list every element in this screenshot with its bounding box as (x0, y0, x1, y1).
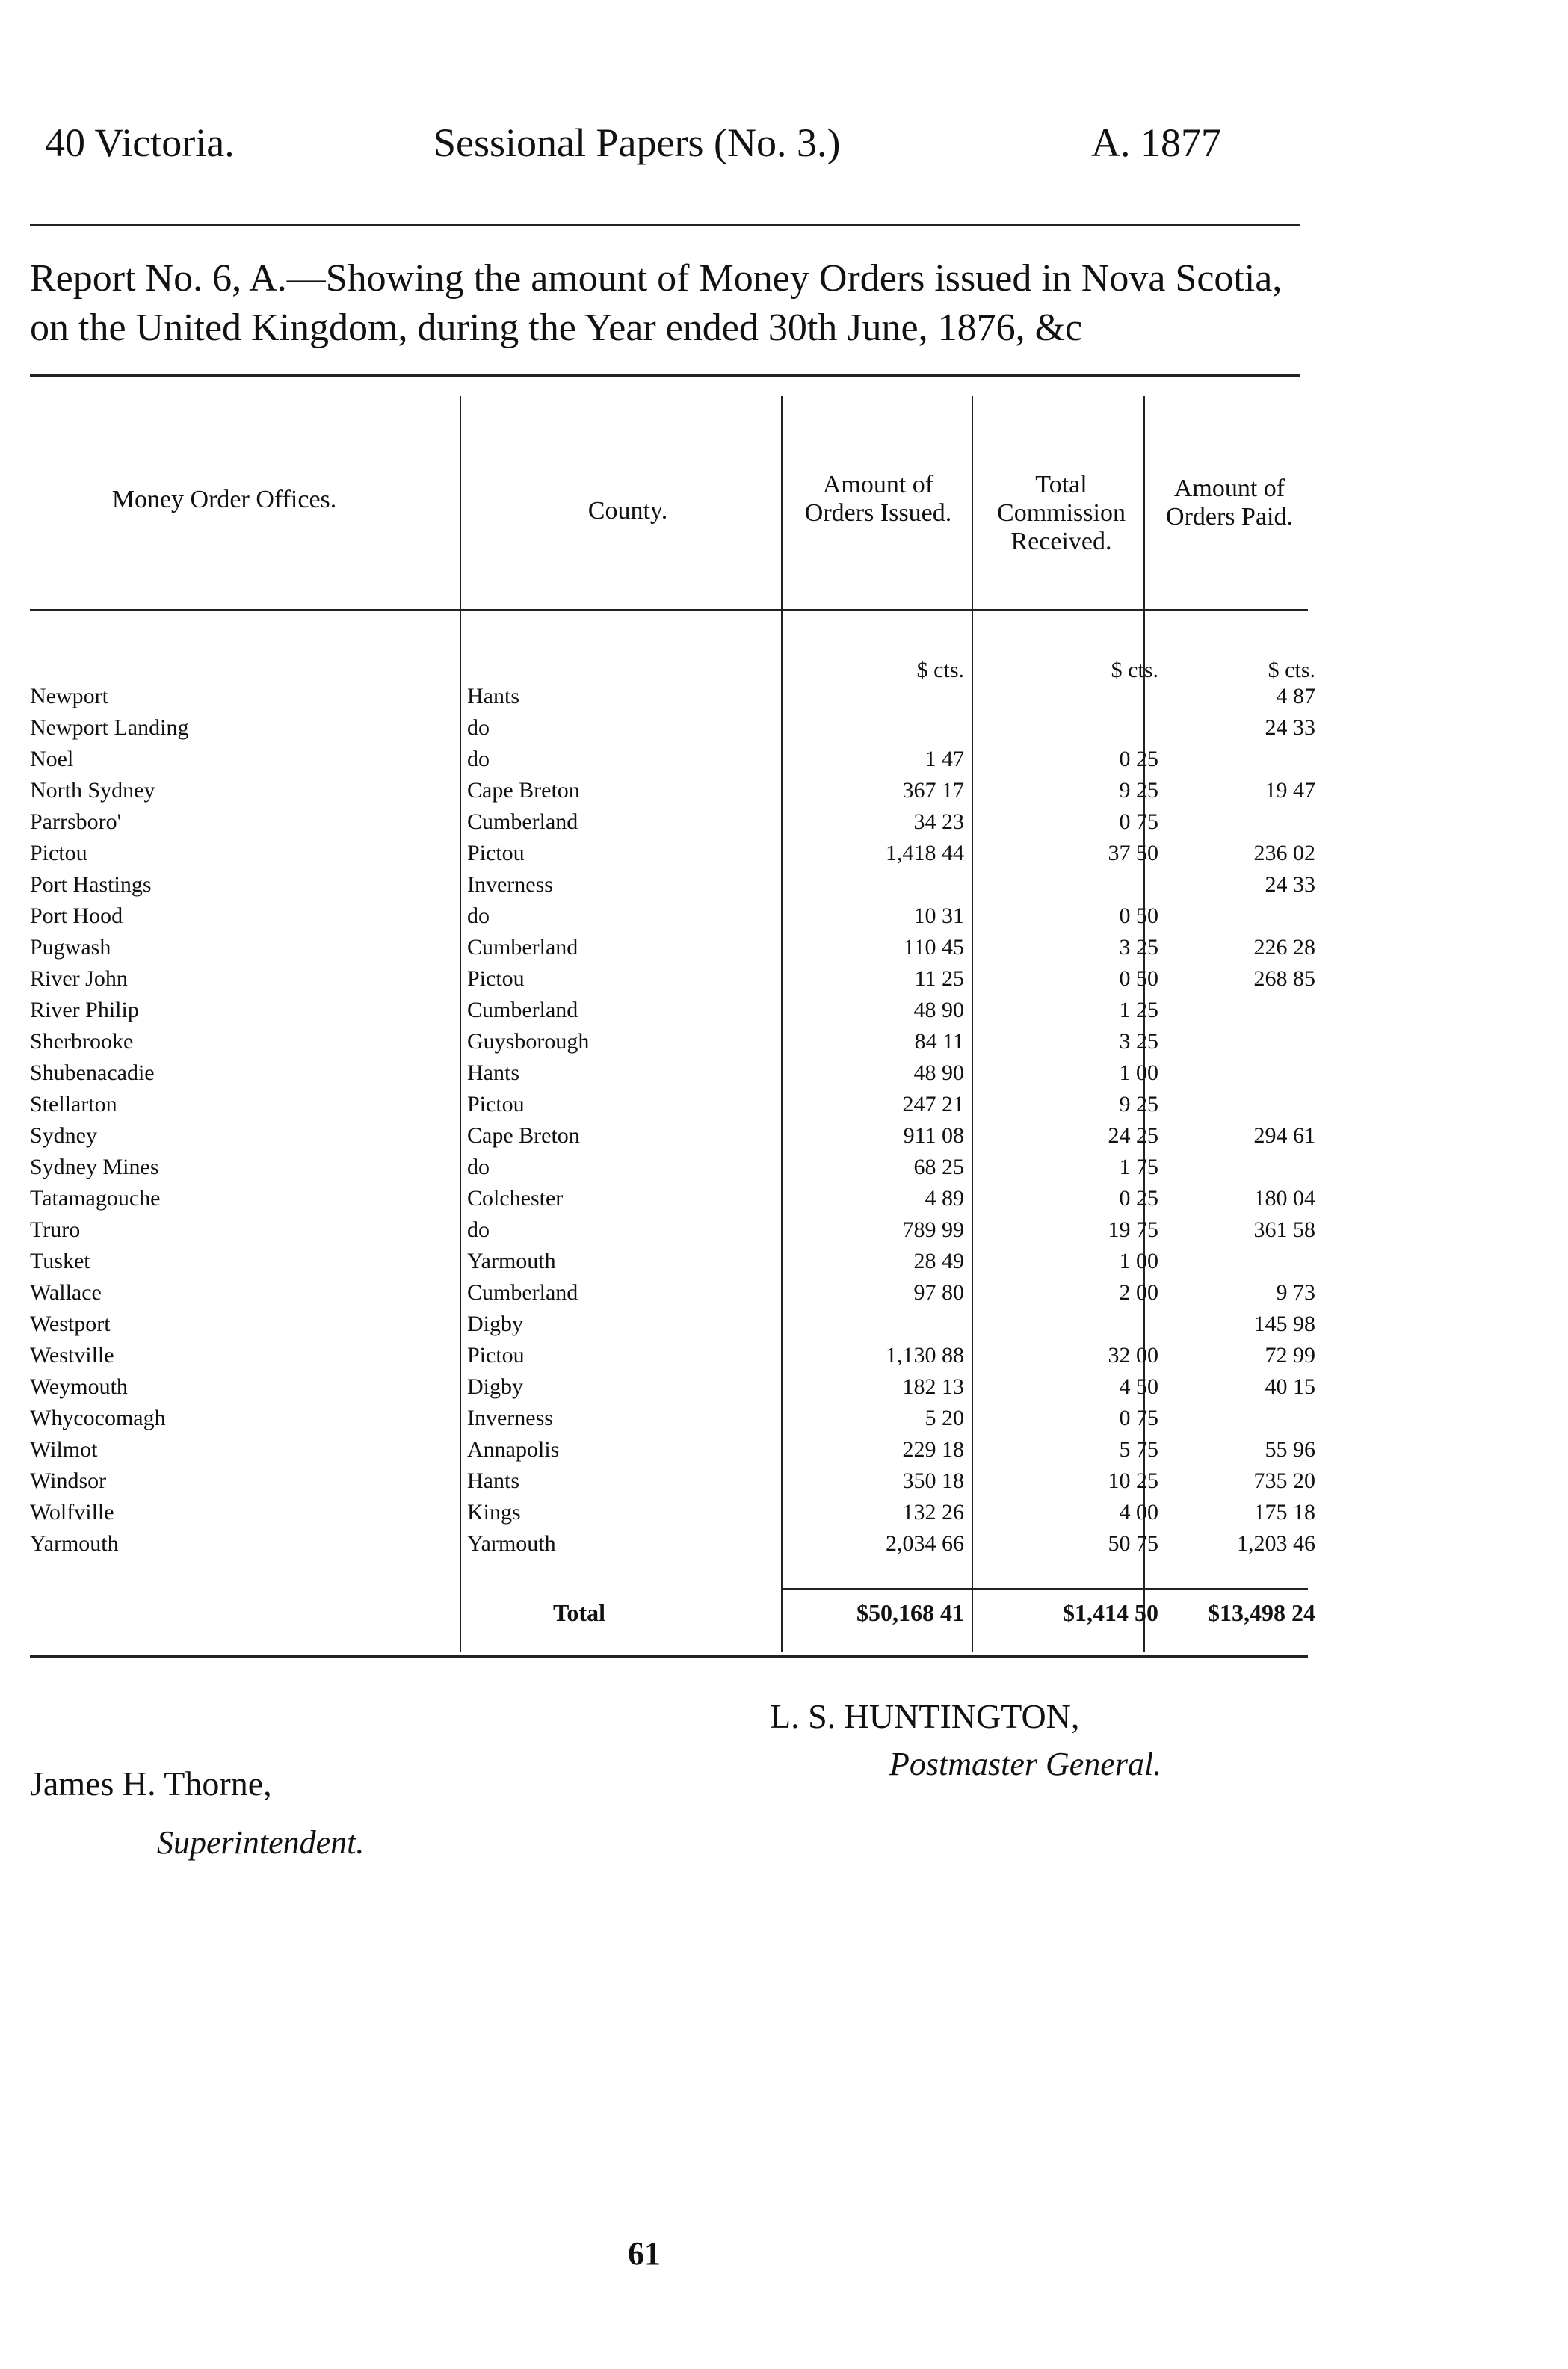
county-cell: Digby (467, 1374, 523, 1399)
office-cell: Westport (30, 1312, 111, 1336)
commission-cell: 0 50 (1119, 904, 1158, 928)
issued-cell: 247 21 (902, 1092, 964, 1116)
office-cell: Truro (30, 1217, 81, 1242)
issued-cell: 5 20 (925, 1406, 964, 1430)
county-cell: do (467, 904, 490, 928)
table-row (30, 778, 1315, 803)
commission-cell: 1 25 (1119, 998, 1158, 1022)
county-cell: Hants (467, 684, 519, 708)
colhead-commission: Total Commission Received. (997, 471, 1126, 555)
county-cell: Inverness (467, 872, 553, 897)
county-cell: Kings (467, 1500, 521, 1525)
units-row (30, 658, 1315, 683)
table-row (30, 1374, 1315, 1400)
office-cell: Westville (30, 1343, 114, 1368)
commission-cell: 24 25 (1108, 1123, 1158, 1148)
office-cell: Port Hastings (30, 872, 152, 897)
commission-cell: 4 00 (1119, 1500, 1158, 1525)
table-row (30, 935, 1315, 960)
commission-cell: 50 75 (1108, 1531, 1158, 1556)
issued-cell: 911 08 (903, 1123, 964, 1148)
paid-cell: 268 85 (1253, 966, 1315, 991)
issued-cell: 48 90 (913, 998, 964, 1022)
paid-cell: 72 99 (1265, 1343, 1315, 1368)
paid-cell: 294 61 (1253, 1123, 1315, 1148)
office-cell: Tusket (30, 1249, 90, 1273)
report-title: Report No. 6, A.—Showing the amount of Money Orders issued in Nova Scotia, on the United Kingdom, during the Year ended 30th June, 1876, &c (30, 257, 1283, 349)
table-row (30, 1217, 1315, 1243)
county-cell: Cumberland (467, 935, 578, 960)
county-cell: Guysborough (467, 1029, 590, 1054)
issued-cell: 48 90 (913, 1060, 964, 1085)
commission-cell: 37 50 (1108, 841, 1158, 865)
table-row (30, 998, 1308, 1023)
table-row (30, 715, 1315, 741)
commission-cell: 1 00 (1119, 1060, 1158, 1085)
office-cell: Newport Landing (30, 715, 189, 740)
paid-cell: 145 98 (1253, 1312, 1315, 1336)
paid-cell: 40 15 (1265, 1374, 1315, 1399)
table-row (30, 1280, 1315, 1306)
office-cell: Weymouth (30, 1374, 128, 1399)
office-cell: Yarmouth (30, 1531, 119, 1556)
signature-title-right: Postmaster General. (889, 1746, 1162, 1782)
county-cell: Hants (467, 1060, 519, 1085)
issued-cell: 1,130 88 (886, 1343, 964, 1368)
office-cell: River John (30, 966, 128, 991)
issued-cell: 350 18 (902, 1468, 964, 1493)
office-cell: Pugwash (30, 935, 111, 960)
table-row (30, 1029, 1308, 1054)
table-row (30, 1060, 1308, 1086)
table-row (30, 841, 1315, 866)
unit-paid: $ cts. (1268, 658, 1315, 682)
issued-cell: 789 99 (902, 1217, 964, 1242)
table-row (30, 872, 1315, 898)
total-issued: $50,168 41 (856, 1599, 964, 1626)
office-cell: Newport (30, 684, 108, 708)
table-row (30, 1531, 1315, 1557)
commission-cell: 32 00 (1108, 1343, 1158, 1368)
issued-cell: 182 13 (902, 1374, 964, 1399)
office-cell: Pictou (30, 841, 87, 865)
office-cell: River Philip (30, 998, 139, 1022)
issued-cell: 4 89 (925, 1186, 964, 1211)
office-cell: Wallace (30, 1280, 102, 1305)
commission-cell: 2 00 (1119, 1280, 1158, 1305)
issued-cell: 11 25 (914, 966, 964, 991)
issued-cell: 110 45 (903, 935, 964, 960)
office-cell: Windsor (30, 1468, 107, 1493)
issued-cell: 132 26 (902, 1500, 964, 1525)
office-cell: Sydney Mines (30, 1155, 159, 1179)
total-rule (781, 1588, 1308, 1590)
commission-cell: 9 25 (1119, 778, 1158, 803)
county-cell: Yarmouth (467, 1531, 556, 1556)
colhead-county: County. (587, 497, 668, 525)
office-cell: Tatamagouche (30, 1186, 161, 1211)
table-row (30, 684, 1315, 709)
table-row (30, 966, 1315, 992)
county-cell: Pictou (467, 841, 525, 865)
commission-cell: 1 75 (1119, 1155, 1158, 1179)
totals-row (30, 1599, 1315, 1626)
office-cell: Noel (30, 747, 74, 771)
commission-cell: 10 25 (1108, 1468, 1158, 1493)
table-row (30, 1155, 1308, 1180)
office-cell: Wolfville (30, 1500, 114, 1525)
commission-cell: 0 25 (1119, 1186, 1158, 1211)
table-row (30, 1343, 1315, 1368)
issued-cell: 367 17 (902, 778, 964, 803)
commission-cell: 19 75 (1108, 1217, 1158, 1242)
issued-cell: 229 18 (902, 1437, 964, 1462)
page-number: 61 (628, 2235, 661, 2272)
paid-cell: 24 33 (1265, 715, 1315, 740)
colhead-issued: Amount of Orders Issued. (804, 471, 952, 527)
office-cell: Wilmot (30, 1437, 98, 1462)
signature-name-left: James H. Thorne, (30, 1764, 272, 1803)
county-cell: Pictou (467, 966, 525, 991)
issued-cell: 34 23 (913, 809, 964, 834)
county-cell: Colchester (467, 1186, 564, 1211)
bottom-rule (30, 1655, 1308, 1658)
title-rule (30, 374, 1300, 377)
table-row (30, 1468, 1315, 1494)
paid-cell: 226 28 (1253, 935, 1315, 960)
county-cell: do (467, 1155, 490, 1179)
paid-cell: 1,203 46 (1237, 1531, 1315, 1556)
unit-commission: $ cts. (1111, 658, 1158, 682)
county-cell: Cape Breton (467, 778, 580, 803)
office-cell: Sydney (30, 1123, 97, 1148)
paid-cell: 9 73 (1276, 1280, 1315, 1305)
header-center: Sessional Papers (No. 3.) (433, 120, 841, 165)
table-row (30, 1312, 1315, 1337)
county-cell: Digby (467, 1312, 523, 1336)
county-cell: Annapolis (467, 1437, 560, 1462)
table-row (30, 904, 1308, 929)
commission-cell: 0 75 (1119, 809, 1158, 834)
header-left: 40 Victoria. (45, 120, 235, 165)
total-paid: $13,498 24 (1208, 1599, 1315, 1626)
table-row (30, 1092, 1308, 1117)
col-divider-3 (972, 396, 973, 1652)
county-cell: do (467, 747, 490, 771)
colhead-rule (30, 609, 1308, 611)
paid-cell: 180 04 (1253, 1186, 1315, 1211)
commission-cell: 4 50 (1119, 1374, 1158, 1399)
county-cell: Cumberland (467, 998, 578, 1022)
office-cell: Whycocomagh (30, 1406, 166, 1430)
office-cell: Parrsboro' (30, 809, 122, 834)
county-cell: Hants (467, 1468, 519, 1493)
table-row (30, 1406, 1308, 1431)
county-cell: do (467, 715, 490, 740)
commission-cell: 0 75 (1119, 1406, 1158, 1430)
total-commission: $1,414 50 (1063, 1599, 1158, 1626)
county-cell: Pictou (467, 1092, 525, 1116)
signature-name-right: L. S. HUNTINGTON, (770, 1697, 1080, 1735)
paid-cell: 735 20 (1253, 1468, 1315, 1493)
office-cell: Shubenacadie (30, 1060, 155, 1085)
table-row (30, 1437, 1315, 1463)
office-cell: Port Hood (30, 904, 123, 928)
total-label: Total (553, 1599, 605, 1626)
county-cell: Inverness (467, 1406, 553, 1430)
commission-cell: 3 25 (1119, 1029, 1158, 1054)
county-cell: Yarmouth (467, 1249, 556, 1273)
issued-cell: 28 49 (913, 1249, 964, 1273)
table-row (30, 1123, 1315, 1149)
county-cell: Cape Breton (467, 1123, 580, 1148)
issued-cell: 84 11 (914, 1029, 964, 1054)
issued-cell: 10 31 (913, 904, 964, 928)
col-divider-1 (460, 396, 461, 1652)
signature-title-left: Superintendent. (157, 1824, 365, 1861)
issued-cell: 1 47 (925, 747, 964, 771)
commission-cell: 1 00 (1119, 1249, 1158, 1273)
county-cell: do (467, 1217, 490, 1242)
office-cell: Sherbrooke (30, 1029, 134, 1054)
table-row (30, 747, 1308, 772)
commission-cell: 5 75 (1119, 1437, 1158, 1462)
unit-issued: $ cts. (916, 658, 964, 682)
header-rule (30, 224, 1300, 226)
colhead-office: Money Order Offices. (111, 486, 337, 513)
table-row (30, 1186, 1315, 1211)
commission-cell: 0 50 (1119, 966, 1158, 991)
col-divider-4 (1143, 396, 1145, 1652)
commission-cell: 3 25 (1119, 935, 1158, 960)
table-row (30, 1500, 1315, 1525)
paid-cell: 175 18 (1253, 1500, 1315, 1525)
office-cell: Stellarton (30, 1092, 117, 1116)
table-row (30, 809, 1308, 835)
paid-cell: 361 58 (1253, 1217, 1315, 1242)
county-cell: Pictou (467, 1343, 525, 1368)
header-right: A. 1877 (1091, 120, 1221, 165)
table-row (30, 1249, 1308, 1274)
county-cell: Cumberland (467, 1280, 578, 1305)
paid-cell: 4 87 (1276, 684, 1315, 708)
paid-cell: 19 47 (1265, 778, 1315, 803)
paid-cell: 24 33 (1265, 872, 1315, 897)
issued-cell: 2,034 66 (886, 1531, 964, 1556)
issued-cell: 1,418 44 (886, 841, 964, 865)
issued-cell: 97 80 (913, 1280, 964, 1305)
county-cell: Cumberland (467, 809, 578, 834)
paid-cell: 55 96 (1265, 1437, 1315, 1462)
issued-cell: 68 25 (913, 1155, 964, 1179)
commission-cell: 0 25 (1119, 747, 1158, 771)
col-divider-2 (781, 396, 783, 1652)
commission-cell: 9 25 (1119, 1092, 1158, 1116)
colhead-paid: Amount of Orders Paid. (1166, 475, 1293, 531)
office-cell: North Sydney (30, 778, 155, 803)
paid-cell: 236 02 (1253, 841, 1315, 865)
